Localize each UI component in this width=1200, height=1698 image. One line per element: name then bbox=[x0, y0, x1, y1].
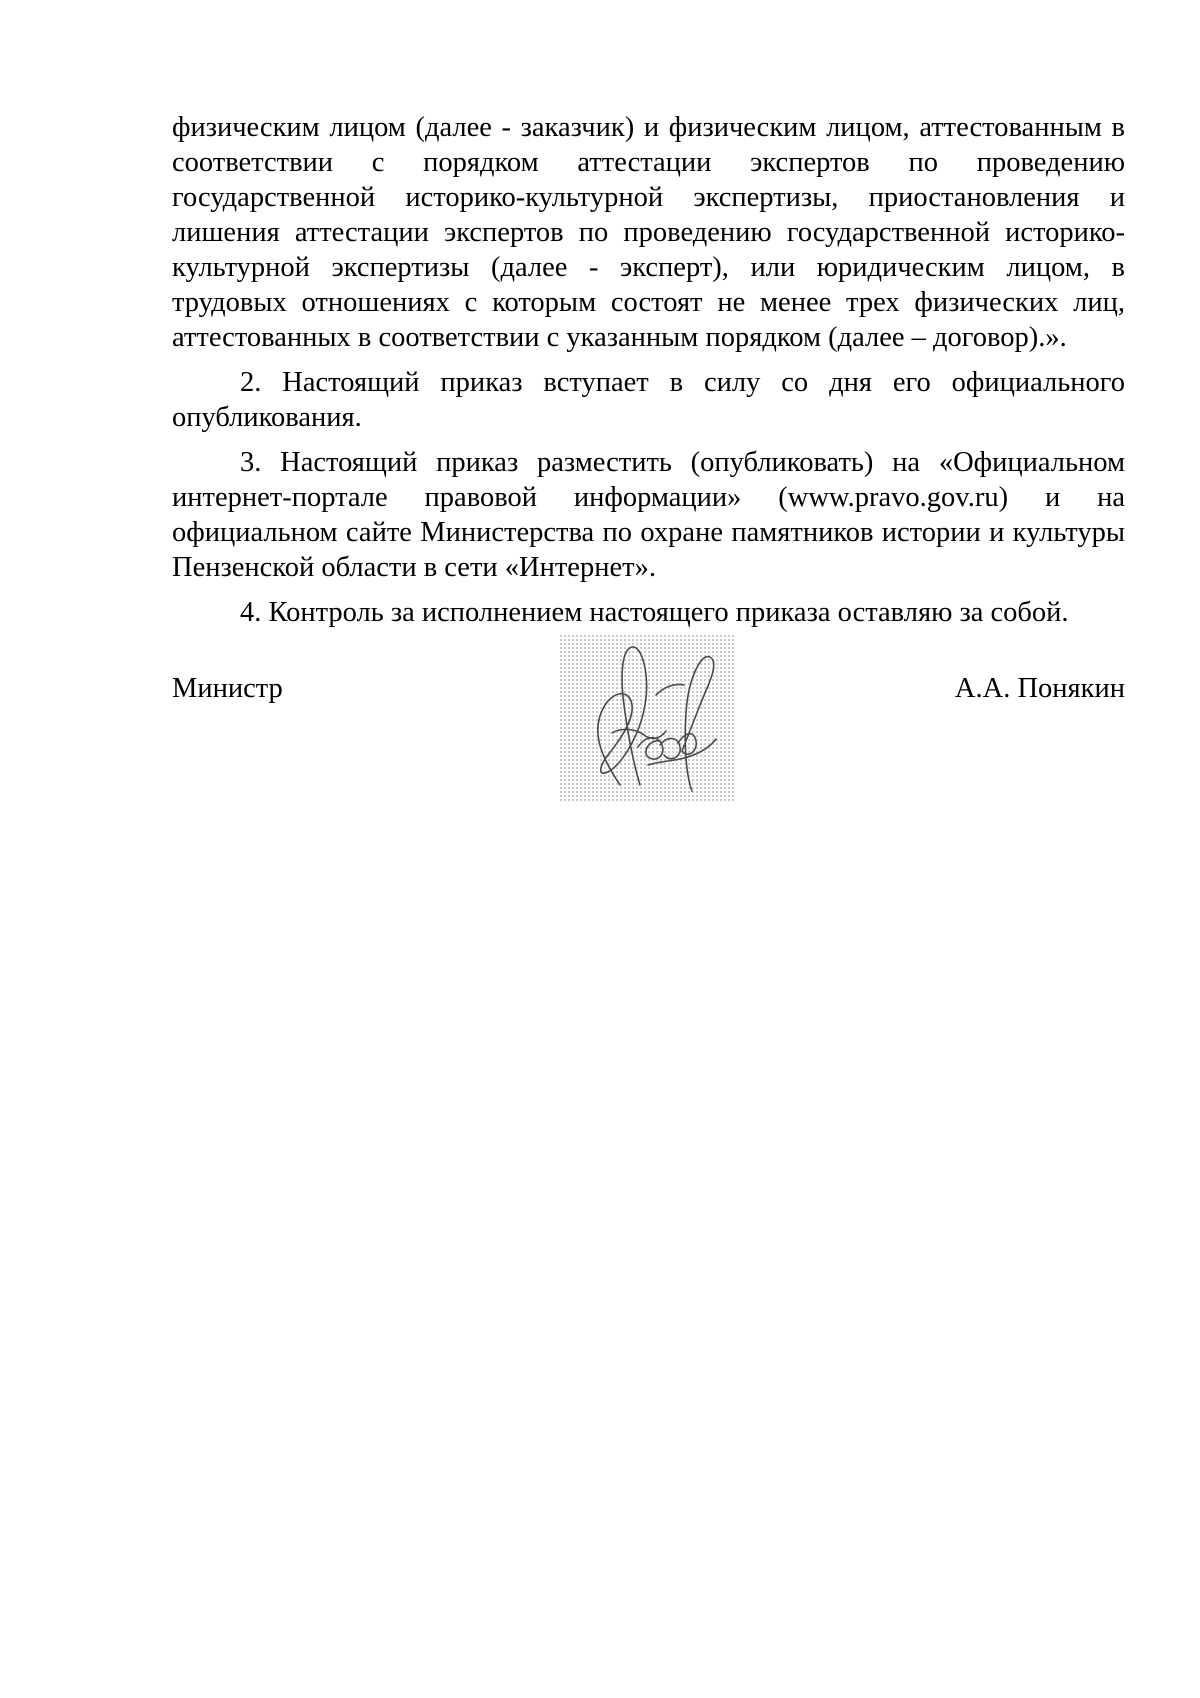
paragraph-item-4: 4. Контроль за исполнением настоящего приказа оставляю за собой. bbox=[240, 597, 1069, 628]
paragraph-item-2: 2. Настоящий приказ вступает в силу со дня его официального опубликования. bbox=[172, 367, 1125, 433]
document-body bbox=[172, 110, 1125, 630]
paragraph-continuation: физическим лицом (далее - заказчик) и физическим лицом, аттестованным в соответствии с порядком аттестации экспертов по проведению государственной историко-культурной экспертизы, приостановления и лишения аттестации экспертов по проведению государственной историко-культурной экспертизы (далее - эксперт), или юридическим лицом, в трудовых отношениях с которым состоят не менее трех физических лиц, аттестованных в соответствии с указанным порядком (далее – договор).». bbox=[172, 112, 1125, 353]
signatory-title: Министр bbox=[172, 673, 283, 704]
signature-block bbox=[172, 635, 1125, 815]
signatory-name: А.А. Понякин bbox=[954, 673, 1125, 704]
paragraph-item-3: 3. Настоящий приказ разместить (опубликовать) на «Официальном интернет-портале правовой информации» (www.pravo.gov.ru) и на официальном сайте Министерства по охране памятников истории и культуры Пензенской области в сети «Интернет». bbox=[172, 447, 1125, 583]
signature-icon bbox=[560, 635, 736, 803]
